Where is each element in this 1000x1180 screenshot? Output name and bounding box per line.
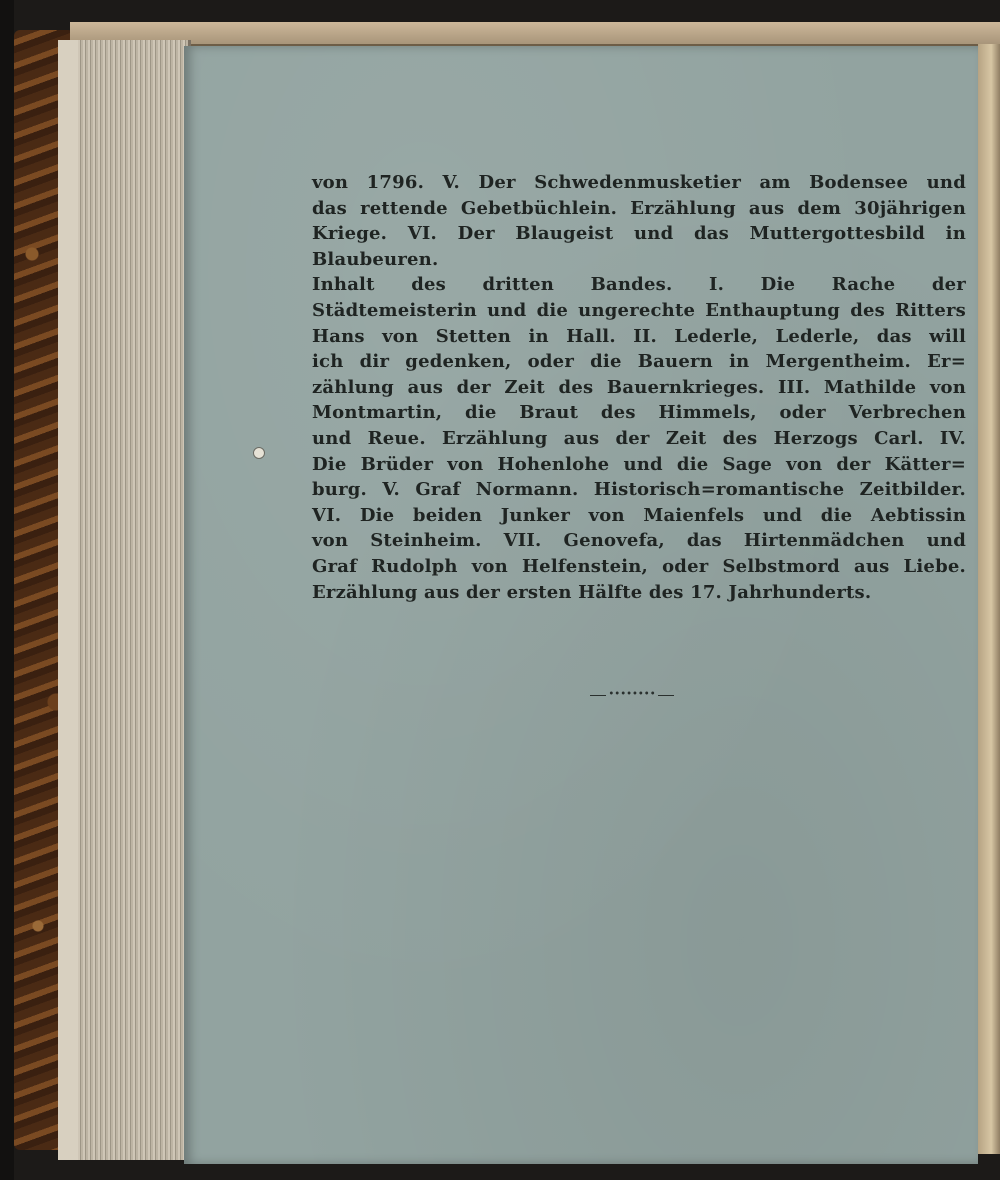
text-line: Kriege. VI. Der Blaugeist und das Muttergottesbild in: [312, 223, 966, 245]
text-line: Hans von Stetten in Hall. II. Lederle, Lederle, das will: [312, 325, 966, 347]
text-line: VI. Die beiden Junker von Maienfels und die Aebtissin: [312, 504, 966, 526]
text-line: von Steinheim. VII. Genovefa, das Hirtenmädchen und: [312, 530, 966, 552]
text-line: Erzählung aus der ersten Hälfte des 17. Jahrhunderts.: [312, 581, 872, 603]
divider-dots: ••••••••: [608, 689, 656, 700]
text-line: Blaubeuren.: [312, 248, 439, 270]
page-top-edge: [70, 22, 1000, 46]
text-line: Graf Rudolph von Helfenstein, oder Selbstmord aus Liebe.: [312, 555, 966, 577]
text-line: Montmartin, die Braut des Himmels, oder Verbrechen: [312, 402, 966, 424]
book-advertisement-text: [312, 170, 966, 605]
text-line: und Reue. Erzählung aus der Zeit des Herzogs Carl. IV.: [312, 427, 966, 449]
divider-rule: [658, 695, 674, 696]
page-block-edges: [58, 40, 191, 1160]
text-line: Inhalt des dritten Bandes. I. Die Rache der: [312, 274, 966, 296]
page-right-edge: [978, 44, 1000, 1154]
text-line: das rettende Gebetbüchlein. Erzählung aus dem 30jährigen: [312, 197, 966, 219]
text-line: burg. V. Graf Normann. Historisch=romantische Zeitbilder.: [312, 479, 966, 501]
ornament-divider: [590, 689, 674, 700]
text-line: Die Brüder von Hohenlohe und die Sage von der Kätter=: [312, 453, 966, 475]
text-line: ich dir gedenken, oder die Bauern in Mergentheim. Er=: [312, 351, 966, 373]
text-line: zählung aus der Zeit des Bauernkrieges. III. Mathilde von: [312, 376, 966, 398]
text-line: von 1796. V. Der Schwedenmusketier am Bodensee und: [312, 172, 966, 193]
text-line: Städtemeisterin und die ungerechte Enthauptung des Ritters: [312, 299, 966, 321]
book-spine: [0, 0, 14, 1180]
paper-hole: [253, 447, 265, 459]
divider-rule: [590, 695, 606, 696]
